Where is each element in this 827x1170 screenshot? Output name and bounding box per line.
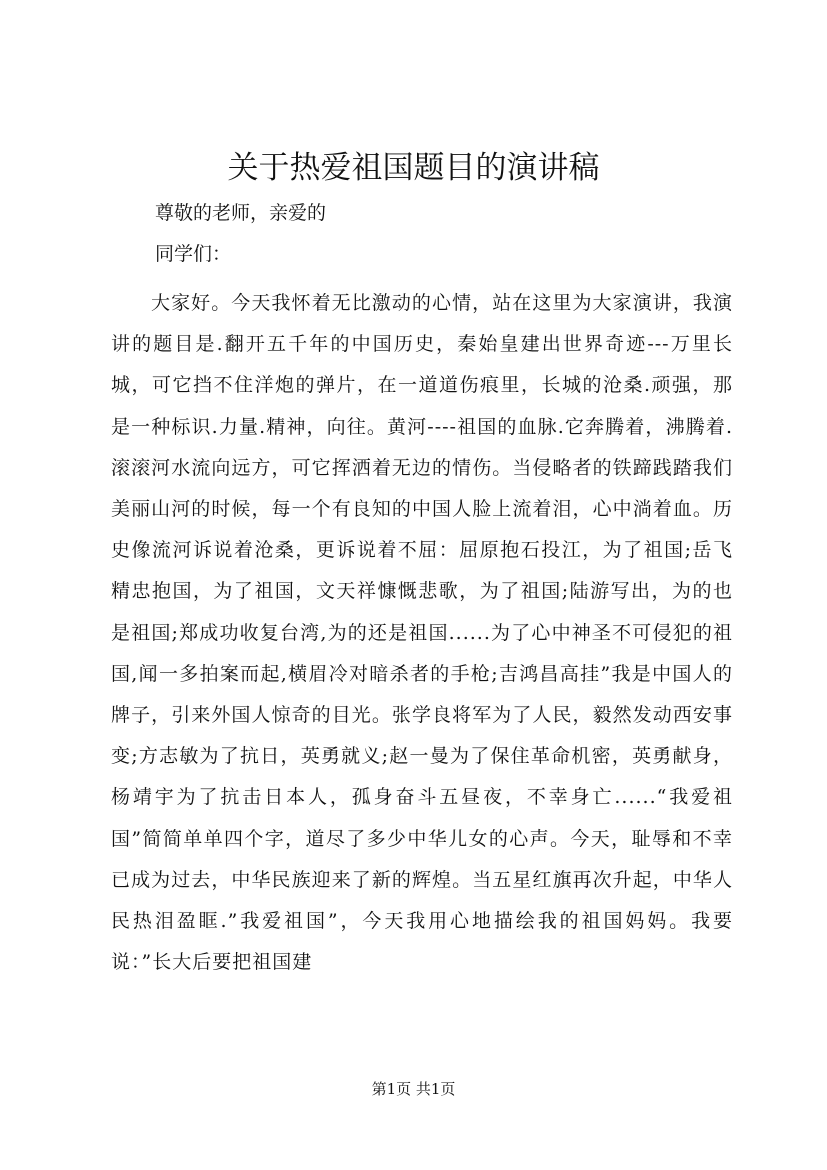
speech-body-paragraph: 大家好。今天我怀着无比激动的心情，站在这里为大家演讲，我演讲的题目是.翻开五千年的中国历史，秦始皇建出世界奇迹---万里长城，可它挡不住洋炮的弹片，在一道道伤痕里，长城的沧桑.顽强，那是一种标识.力量.精神，向往。黄河----祖国的血脉.它奔腾着，沸腾着.滚滚河水流向远方，可它挥洒着无边的情伤。当侵略者的铁蹄践踏我们美丽山河的时候，每一个有良知的中国人脸上流着泪，心中淌着血。历史像流河诉说着沧桑，更诉说着不屈：屈原抱石投江，为了祖国;岳飞精忠抱国，为了祖国，文天祥慷慨悲歌，为了祖国;陆游写出，为的也是祖国;郑成功收复台湾,为的还是祖国......为了心中神圣不可侵犯的祖国,闻一多拍案而起,横眉冷对暗杀者的手枪;吉鸿昌高挂”我是中国人的牌子，引来外国人惊奇的目光。张学良将军为了人民，毅然发动西安事变;方志敏为了抗日，英勇就义;赵一曼为了保住革命机密，英勇献身，杨靖宇为了抗击日本人，孤身奋斗五昼夜，不幸身亡......“我爱祖国”简简单单四个字，道尽了多少中华儿女的心声。今天，耻辱和不幸已成为过去，中华民族迎来了新的辉煌。当五星红旗再次升起，中华人民热泪盈眶.”我爱祖国”，今天我用心地描绘我的祖国妈妈。我要说：”长大后要把祖国建: [111, 292, 733, 974]
page-number-footer: 第1页 共1页: [371, 1080, 456, 1098]
document-title: 关于热爱祖国题目的演讲稿: [227, 150, 600, 186]
salutation-line-1: 尊敬的老师，亲爱的: [155, 202, 327, 224]
salutation-line-2: 同学们：: [155, 243, 232, 265]
